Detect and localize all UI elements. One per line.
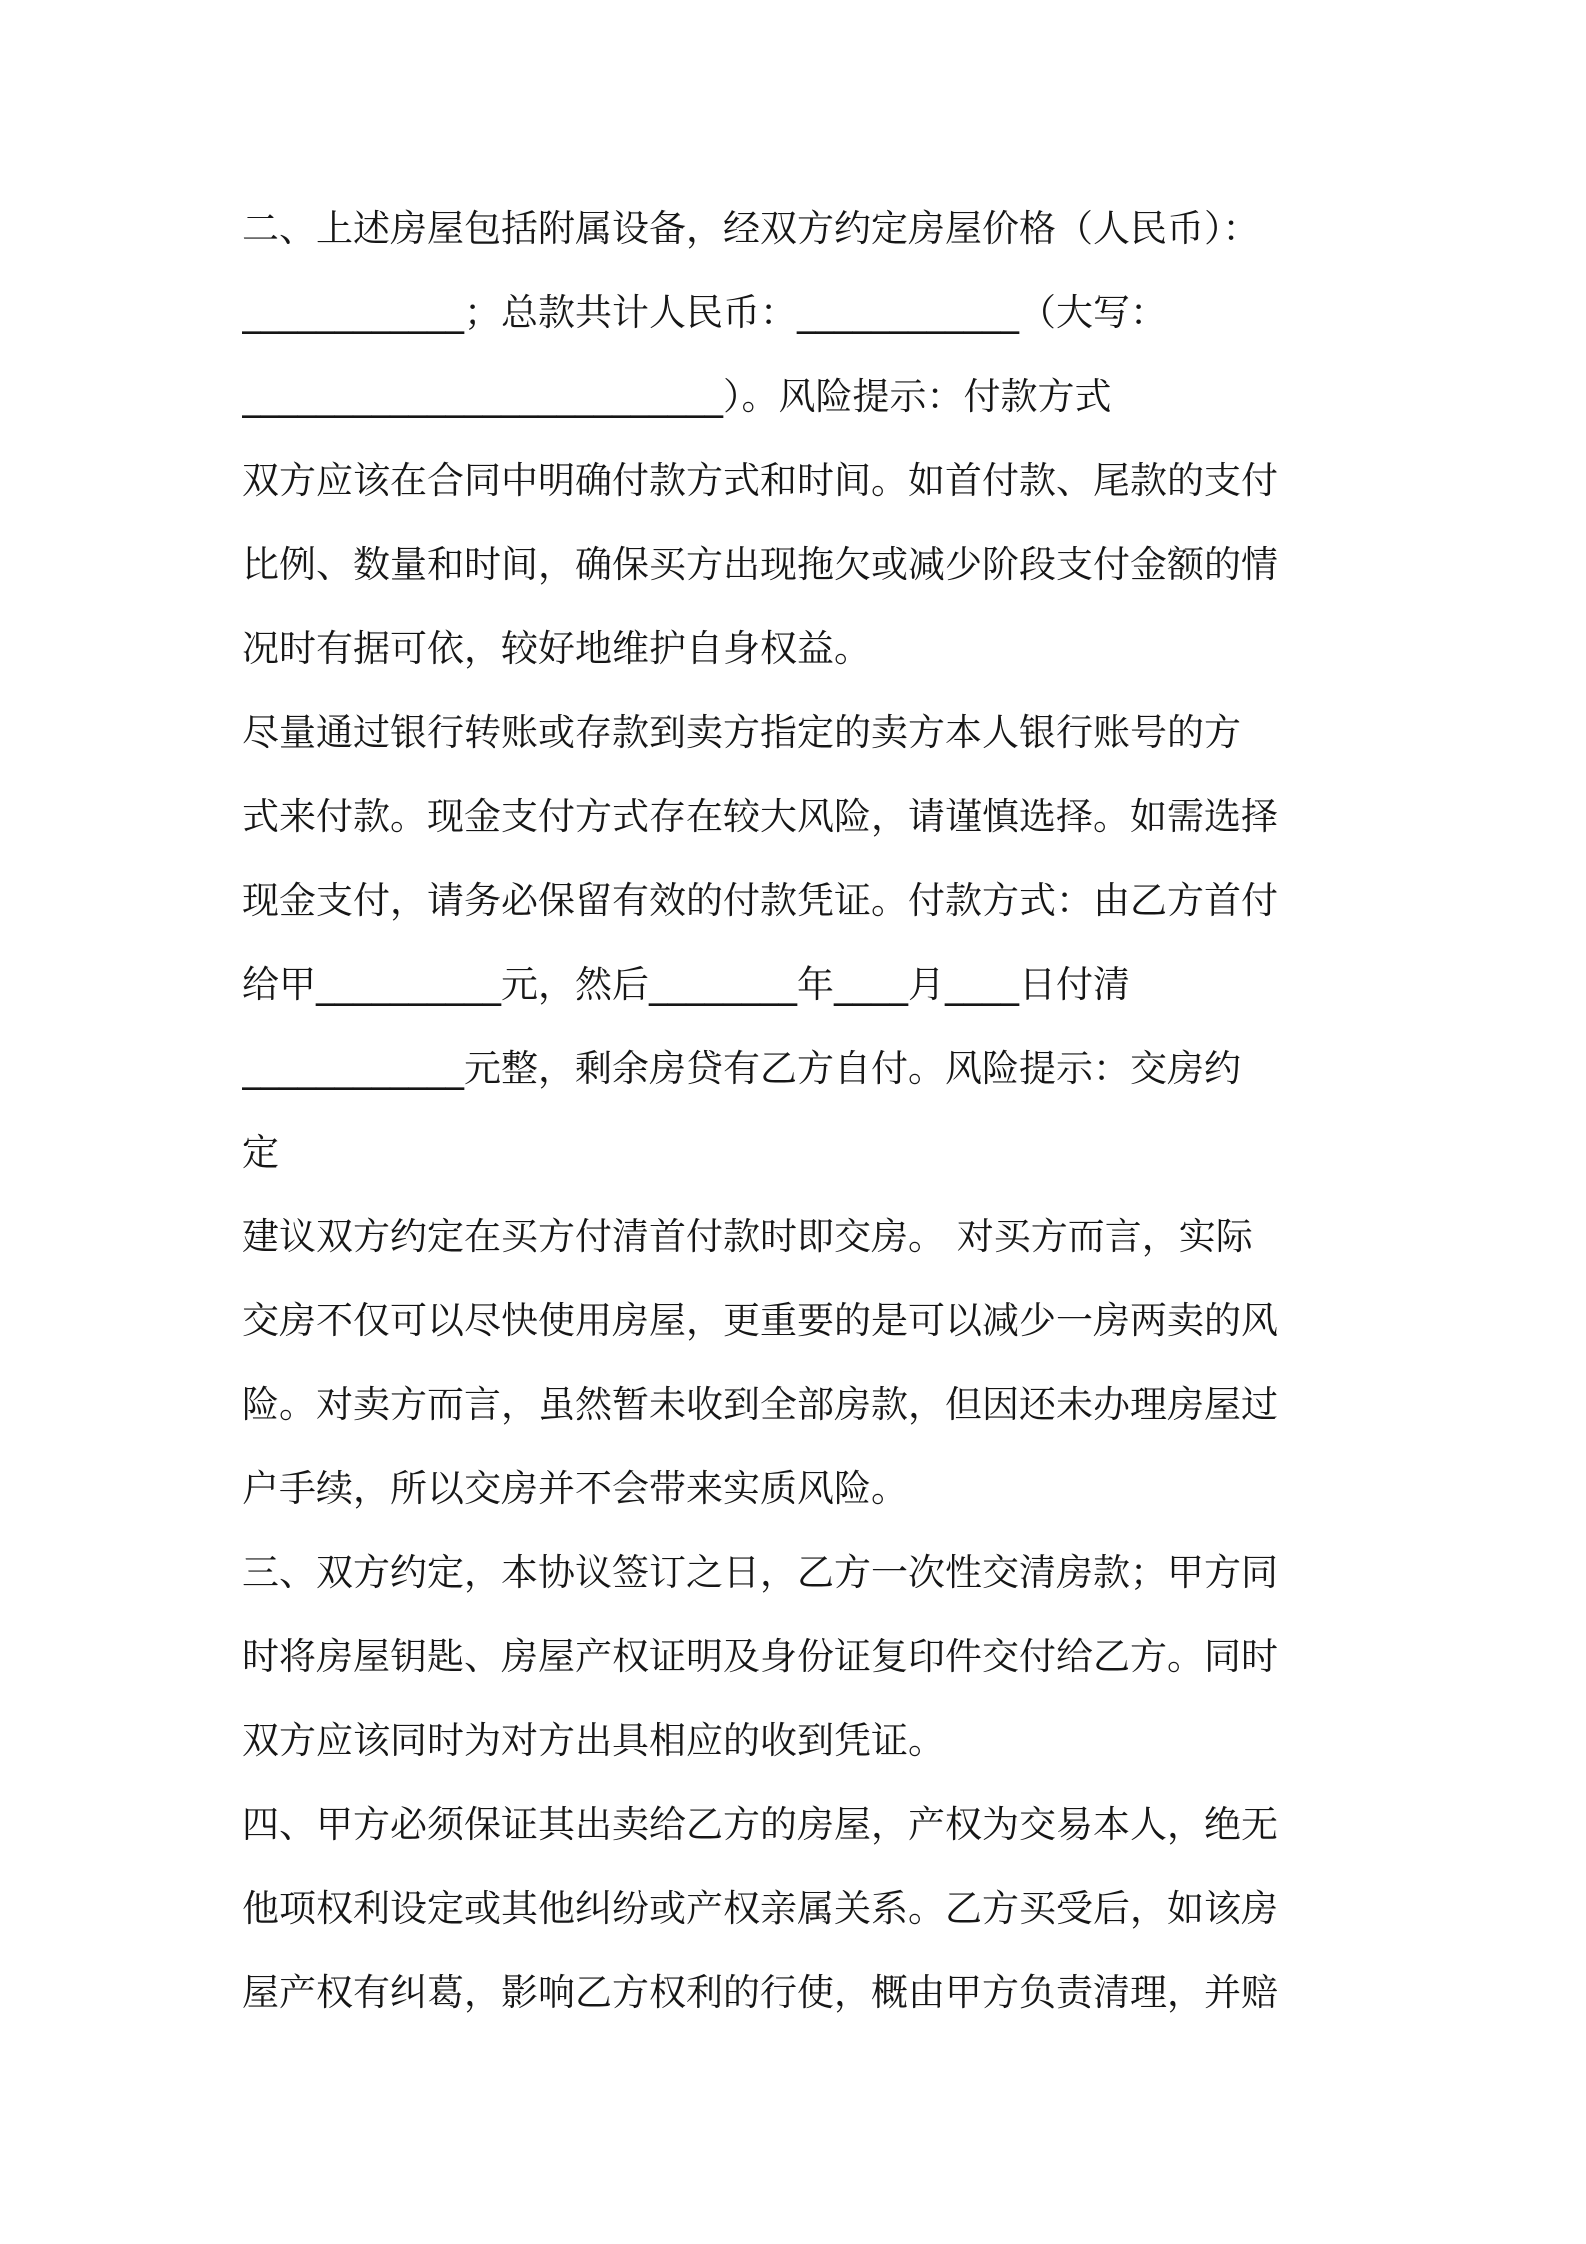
text-line-bank-transfer-3: 现金支付，请务必保留有效的付款凭证。付款方式：由乙方首付: [242, 879, 1278, 922]
text-line-clause-three-1: 三、双方约定，本协议签订之日，乙方一次性交清房款；甲方同: [242, 1551, 1278, 1594]
text-line-total-amount: ____________；总款共计人民币：____________（大写：: [242, 291, 1167, 334]
text-line-risk-payment-method: __________________________）。风险提示：付款方式: [242, 375, 1112, 418]
text-line-clause-four-2: 他项权利设定或其他纠纷或产权亲属关系。乙方买受后，如该房: [242, 1887, 1278, 1930]
text-line-handover-1: 建议双方约定在买方付清首付款时即交房。 对买方而言，实际: [242, 1215, 1253, 1258]
text-line-clause-four-3: 屋产权有纠葛，影响乙方权利的行使，概由甲方负责清理，并赔: [242, 1971, 1278, 2014]
text-line-bank-transfer-1: 尽量通过银行转账或存款到卖方指定的卖方本人银行账号的方: [242, 711, 1241, 754]
text-line-payment-explain-1: 双方应该在合同中明确付款方式和时间。如首付款、尾款的支付: [242, 459, 1278, 502]
text-line-clause-three-2: 时将房屋钥匙、房屋产权证明及身份证复印件交付给乙方。同时: [242, 1635, 1278, 1678]
text-line-handover-3: 险。对卖方而言，虽然暂未收到全部房款，但因还未办理房屋过: [242, 1383, 1278, 1426]
text-line-bank-transfer-2: 式来付款。现金支付方式存在较大风险，请谨慎选择。如需选择: [242, 795, 1278, 838]
text-line-down-payment: 给甲__________元，然后________年____月____日付清: [242, 963, 1130, 1006]
text-line-payment-explain-3: 况时有据可依，较好地维护自身权益。: [242, 627, 871, 670]
text-line-handover-2: 交房不仅可以尽快使用房屋，更重要的是可以减少一房两卖的风: [242, 1299, 1278, 1342]
text-line-payment-explain-2: 比例、数量和时间，确保买方出现拖欠或减少阶段支付金额的情: [242, 543, 1278, 586]
text-line-clause-three-3: 双方应该同时为对方出具相应的收到凭证。: [242, 1719, 945, 1762]
text-line-clause-four-1: 四、甲方必须保证其出卖给乙方的房屋，产权为交易本人，绝无: [242, 1803, 1278, 1846]
text-line-remaining-loan: ____________元整，剩余房贷有乙方自付。风险提示：交房约: [242, 1047, 1241, 1090]
text-line-handover-4: 户手续，所以交房并不会带来实质风险。: [242, 1467, 908, 1510]
text-line-handover-title-end: 定: [242, 1131, 279, 1174]
text-line-price-clause: 二、上述房屋包括附属设备，经双方约定房屋价格（人民币）：: [242, 207, 1260, 250]
